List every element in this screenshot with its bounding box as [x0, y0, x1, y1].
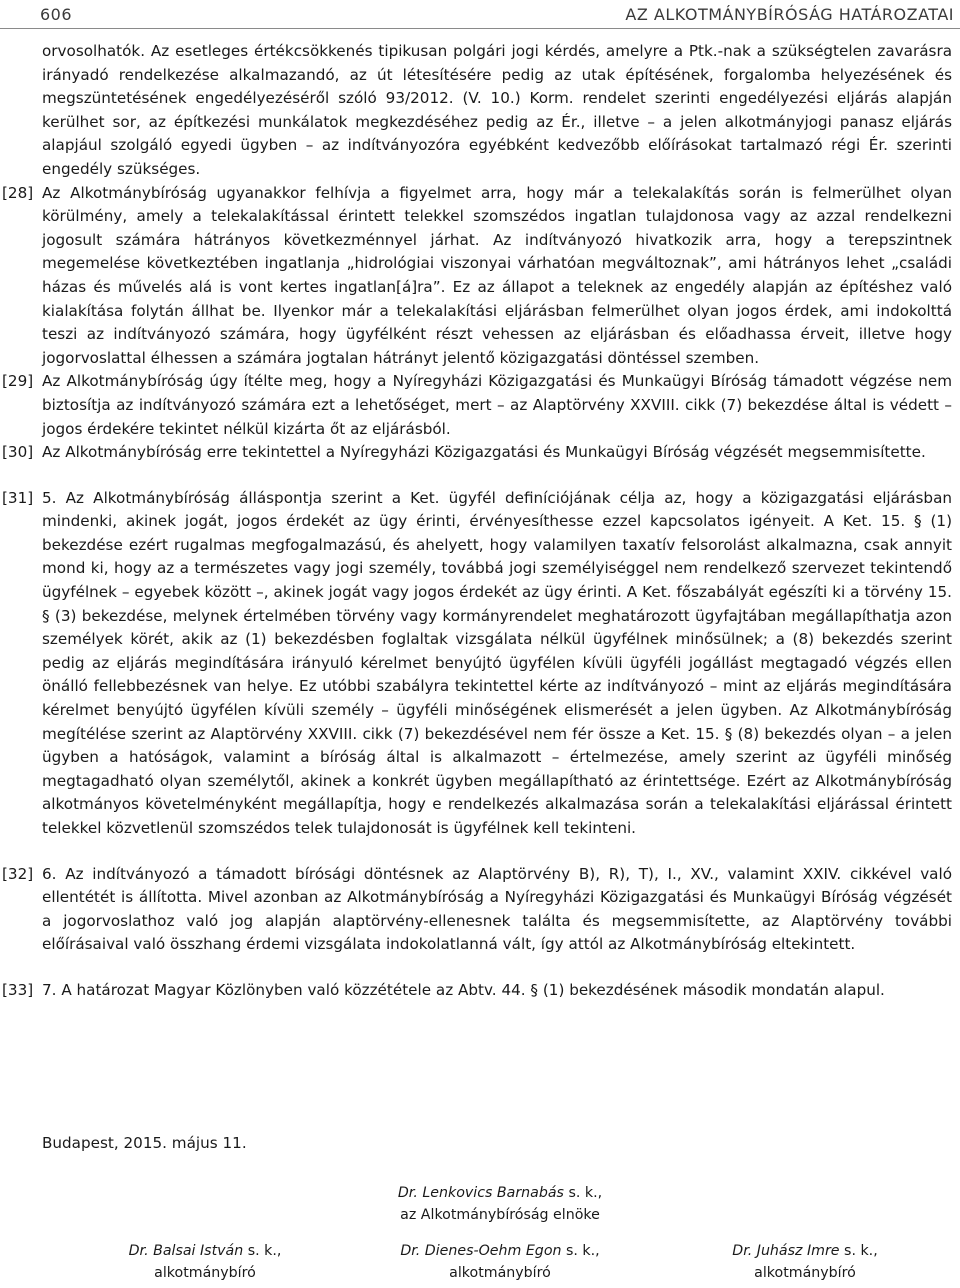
document-body: [0, 40, 960, 1003]
signer-suffix: s. k.,: [563, 1185, 603, 1201]
signer-role: alkotmánybíró: [449, 1265, 551, 1281]
paragraph-32: [0, 863, 960, 957]
signature-member-2: [370, 1240, 630, 1284]
signer-role: alkotmánybíró: [754, 1265, 856, 1281]
paragraph-number: [29]: [2, 372, 34, 391]
date-line: Budapest, 2015. május 11.: [42, 1134, 247, 1152]
paragraph-29: [0, 370, 960, 441]
paragraph-text: Az Alkotmánybíróság úgy ítélte meg, hogy a Nyíregyházi Közigazgatási és Munkaügyi Bíróság támadott végzése nem biztosítja az indítványozó számára ezt a lehetőséget, mert – az Alaptörvény XXVIII. cikk (7) bekezdése által is védett – jogos érdekére tekintet nélkül kizárta őt az eljárásból.: [42, 372, 952, 438]
signer-name: Dr. Lenkovics Barnabás: [397, 1185, 564, 1201]
header-divider: [0, 28, 960, 29]
paragraph-number: [33]: [2, 980, 34, 999]
page-number: 606: [40, 4, 73, 24]
journal-title: AZ ALKOTMÁNYBÍRÓSÁG HATÁROZATAI: [625, 4, 954, 24]
signer-suffix: s. k.,: [243, 1243, 282, 1259]
page-header: [0, 0, 960, 28]
signer-name: Dr. Juhász Imre: [732, 1243, 840, 1259]
signer-name: Dr. Balsai István: [128, 1243, 244, 1259]
paragraph-33: [0, 979, 960, 1003]
signer-name: Dr. Dienes-Oehm Egon: [400, 1243, 562, 1259]
signature-member-3: [690, 1240, 920, 1284]
paragraph-number: [30]: [2, 443, 34, 462]
paragraph-31: [0, 487, 960, 841]
paragraph-number: [31]: [2, 488, 34, 507]
paragraph-text: Az Alkotmánybíróság erre tekintettel a Nyíregyházi Közigazgatási és Munkaügyi Bíróság végzését megsemmisítette.: [42, 443, 926, 462]
paragraph-30: [0, 441, 960, 465]
signer-role: alkotmánybíró: [154, 1265, 256, 1281]
section-spacer: [0, 465, 960, 487]
signer-suffix: s. k.,: [561, 1243, 600, 1259]
paragraph-text: 7. A határozat Magyar Közlönyben való közzététele az Abtv. 44. § (1) bekezdésének második mondatán alapul.: [42, 980, 885, 999]
paragraph-text: 6. Az indítványozó a támadott bírósági döntésnek az Alaptörvény B), R), T), I., XV., valamint XXIV. cikkével való ellentétét is állította. Mivel azonban az Alkotmánybíróság a Nyíregyházi Közigazgatási és Munkaügyi Bíróság végzését a jogorvoslathoz való jog alapján alaptörvény-ellenesnek találta és megsemmisítette, az Alaptörvény további előírásaival való összhang érdemi vizsgálata indokolatlanná vált, így attól az Alkotmánybíróság eltekintett.: [42, 864, 952, 954]
paragraph-number: [32]: [2, 864, 34, 883]
signature-member-1: [90, 1240, 320, 1284]
intro-text: orvosolhatók. Az esetleges értékcsökkenés tipikusan polgári jogi kérdés, amelyre a Ptk.-nak a szükségtelen zavarásra irányadó rendelkezése alkalmazandó, az út létesítésére pedig az utak építésének, forgalomba helyezésének és megszüntetésének engedélyezéséről szóló 93/2012. (V. 10.) Korm. rendelet szerinti engedélyezési eljárás alapján kerülhet sor, az építkezési munkálatok megkezdéséhez pedig az Ér., illetve – a jelen alkotmányjogi panasz eljárás alapjául szolgáló egyedi ügyben – az indítványozóra egyébként kedvezőbb előírásokat tartalmazó régi Ér. szerinti engedély szükséges.: [42, 42, 952, 178]
paragraph-28: [0, 182, 960, 371]
section-spacer: [0, 957, 960, 979]
signer-role: az Alkotmánybíróság elnöke: [400, 1207, 600, 1223]
paragraph-text: 5. Az Alkotmánybíróság álláspontja szerint a Ket. ügyfél definíciójának célja az, hogy a közigazgatási eljárásban mindenki, akinek jogát, jogos érdekét az ügy érinti, érvényesíthesse ezzel kapcsolatos igényeit. A Ket. 15. § (1) bekezdése ezért rugalmas megfogalmazású, és ahelyett, hogy valamilyen taxatív felsorolást alkalmazna, csak annyit mond ki, hogy az a természetes vagy jogi személy, továbbá jogi személyiséggel nem rendelkező szervezet tekintendő ügyfélnek – egyebek között –, akinek jogát vagy jogos érdekét az ügy érinti. A Ket. főszabályát egészíti ki a törvény 15. § (3) bekezdése, melynek értelmében törvény vagy kormányrendelet meghatározott ügyfajtában megállapíthatja azon személyek körét, akik az (1) bekezdésben foglaltak vizsgálata nélkül ügyfélnek minősülnek; a (8) bekezdés szerint pedig az eljárás megindítására irányuló kérelmet benyújtó ügyfélen kívüli ügyféli jogállást megtagadó végzés ellen önálló fellebbezésnek van helye. Ez utóbbi szabályra tekintettel kérte az indítványozó – mint az eljárás megindítására kérelmet benyújtó ügyfélen kívüli személy – ügyféli minőségének elismerését a jelen ügyben. Az Alkotmánybíróság megítélése szerint az Alaptörvény XXVIII. cikk (7) bekezdésével nem fér össze a Ket. 15. § (8) bekezdés olyan – a jelen ügyben a hatóságok, valamint a bíróság által is alkalmazott – értelmezése, amely szerint az ügyféli minőség megtagadható olyan személytől, akinek a konkrét ügyben megállapítható az érintettsége. Ezért az Alkotmánybíróság alkotmányos követelményként megállapítja, hogy e rendelkezés alkalmazása során a telekalakítási eljárással érintett telekkel közvetlenül szomszédos telek tulajdonosát is ügyfélnek kell tekinteni.: [42, 488, 952, 837]
signer-suffix: s. k.,: [839, 1243, 878, 1259]
intro-paragraph: [0, 40, 960, 182]
section-spacer: [0, 841, 960, 863]
paragraph-text: Az Alkotmánybíróság ugyanakkor felhívja a figyelmet arra, hogy már a telekalakítás során is felmerülhet olyan körülmény, amely a telekalakítással érintett telekkel szomszédos ingatlan tulajdonosa vagy az azzal rendelkezni jogosult számára hátrányos következménnyel járhat. Az indítványozó hivatkozik arra, hogy a terepszintnek megemelése következtében ingatlanja „hidrológiai viszonyai várhatóan megváltoznak”, ami hátrányos lehet „családi házas és művelés alá is vont kertes ingatlan[á]ra”. Ez az állapot a teleknek az engedély alapján az építéshez való kialakítása folytán állhat be. Ilyenkor már a telekalakítási eljárásban felmerülhet olyan jogos érdek, ami indokolttá teszi az indítványozó számára, hogy ügyfélként részt vehessen az eljárásban és előadhassa érveit, illetve hogy jogorvoslattal élhessen a számára jogtalan hátrányt jelentő közigazgatási döntéssel szemben.: [42, 183, 952, 367]
paragraph-number: [28]: [2, 183, 34, 202]
signature-president: [360, 1182, 640, 1226]
